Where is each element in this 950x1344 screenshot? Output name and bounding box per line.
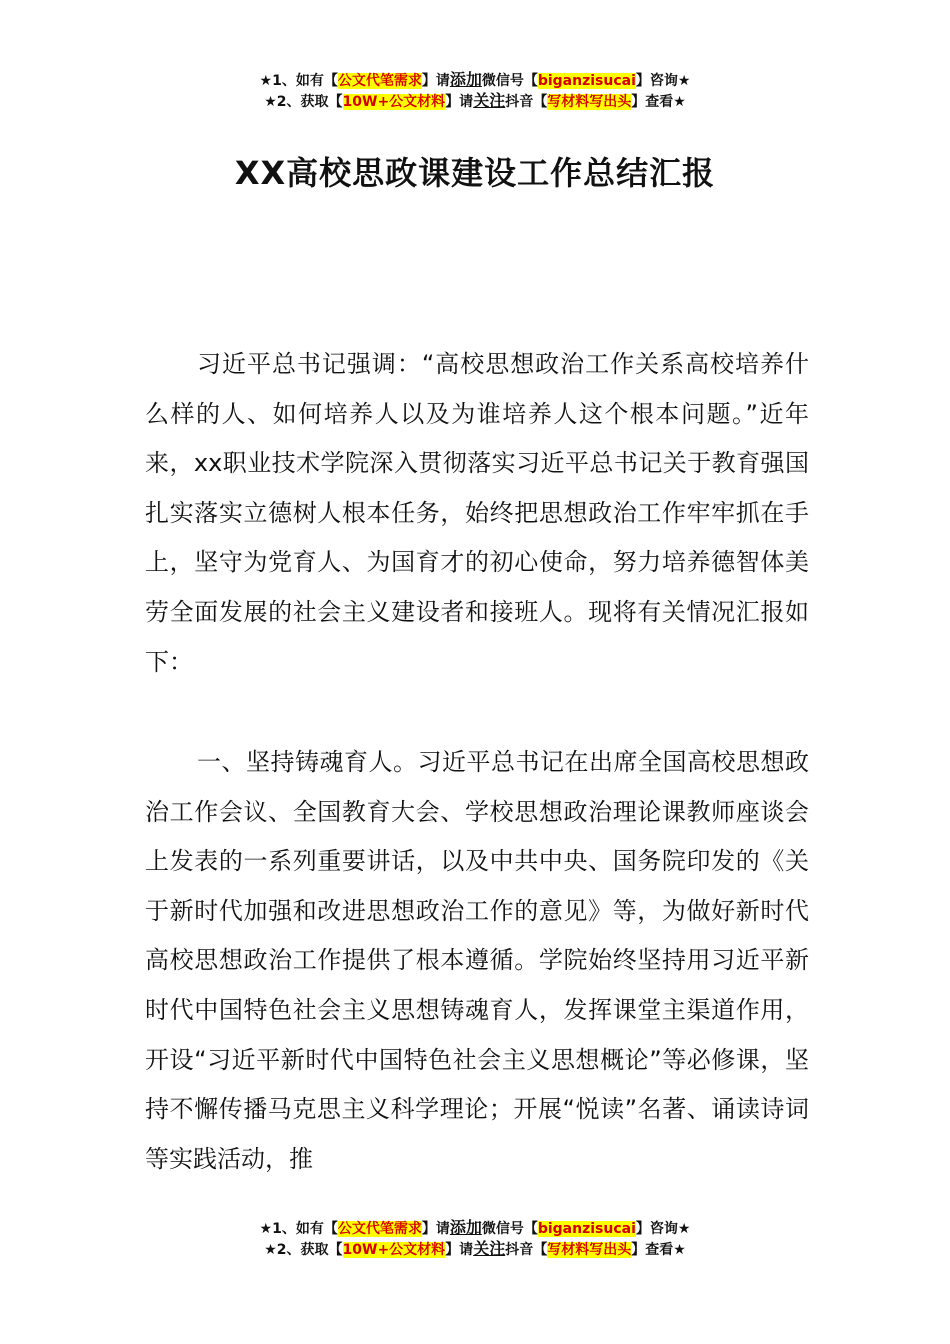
promo-text: 】请 [445, 1242, 474, 1258]
promo-text: 】咨询★ [635, 1221, 691, 1237]
highlight-douyin-id: 写材料写出头 [547, 94, 632, 110]
promo-text: 】请 [445, 94, 474, 110]
promo-text: ★2、获取【 [264, 94, 343, 110]
promo-line-2 [0, 1239, 950, 1260]
promo-underlined: 关注 [473, 1239, 506, 1258]
highlight-wechat-id: biganzisucai [537, 1221, 636, 1237]
promo-text: 】请 [421, 1221, 450, 1237]
highlight-service: 公文代笔需求 [337, 73, 422, 89]
promo-underlined: 添加 [449, 1218, 482, 1237]
promo-banner-top [0, 70, 950, 112]
promo-text: 微信号【 [481, 1221, 538, 1237]
promo-text: 抖音【 [505, 94, 548, 110]
promo-text: ★1、如有【 [259, 73, 338, 89]
highlight-materials: 10W+公文材料 [342, 94, 446, 110]
promo-text: 】请 [421, 73, 450, 89]
promo-text: ★2、获取【 [264, 1242, 343, 1258]
promo-line-1 [0, 70, 950, 91]
promo-underlined: 关注 [473, 91, 506, 110]
highlight-materials: 10W+公文材料 [342, 1242, 446, 1258]
promo-text: 】查看★ [631, 1242, 686, 1258]
promo-text: 微信号【 [481, 73, 538, 89]
promo-text: ★1、如有【 [259, 1221, 338, 1237]
promo-underlined: 添加 [449, 70, 482, 89]
promo-line-1 [0, 1218, 950, 1239]
document-title: XX高校思政课建设工作总结汇报 [234, 154, 716, 192]
promo-line-2 [0, 91, 950, 112]
highlight-wechat-id: biganzisucai [537, 73, 636, 89]
promo-text: 】咨询★ [635, 73, 691, 89]
body-paragraph-section-1: 一、坚持铸魂育人。习近平总书记在出席全国高校思想政治工作会议、全国教育大会、学校思想政治理论课教师座谈会上发表的一系列重要讲话，以及中共中央、国务院印发的《关于新时代加强和改进思想政治工作的意见》等，为做好新时代高校思想政治工作提供了根本遵循。学院始终坚持用习近平新时代中国特色社会主义思想铸魂育人，发挥课堂主渠道作用，开设“习近平新时代中国特色社会主义思想概论”等必修课，坚持不懈传播马克思主义科学理论；开展“悦读”名著、诵读诗词等实践活动，推 [145, 748, 809, 1173]
promo-banner-bottom [0, 1218, 950, 1260]
highlight-douyin-id: 写材料写出头 [547, 1242, 632, 1258]
promo-text: 】查看★ [631, 94, 686, 110]
promo-text: 抖音【 [505, 1242, 548, 1258]
highlight-service: 公文代笔需求 [337, 1221, 422, 1237]
body-paragraph-intro: 习近平总书记强调：“高校思想政治工作关系高校培养什么样的人、如何培养人以及为谁培养人这个根本问题。”近年来，xx职业技术学院深入贯彻落实习近平总书记关于教育强国扎实落实立德树人根本任务，始终把思想政治工作牢牢抓在手上，坚守为党育人、为国育才的初心使命，努力培养德智体美劳全面发展的社会主义建设者和接班人。现将有关情况汇报如下： [145, 350, 809, 676]
